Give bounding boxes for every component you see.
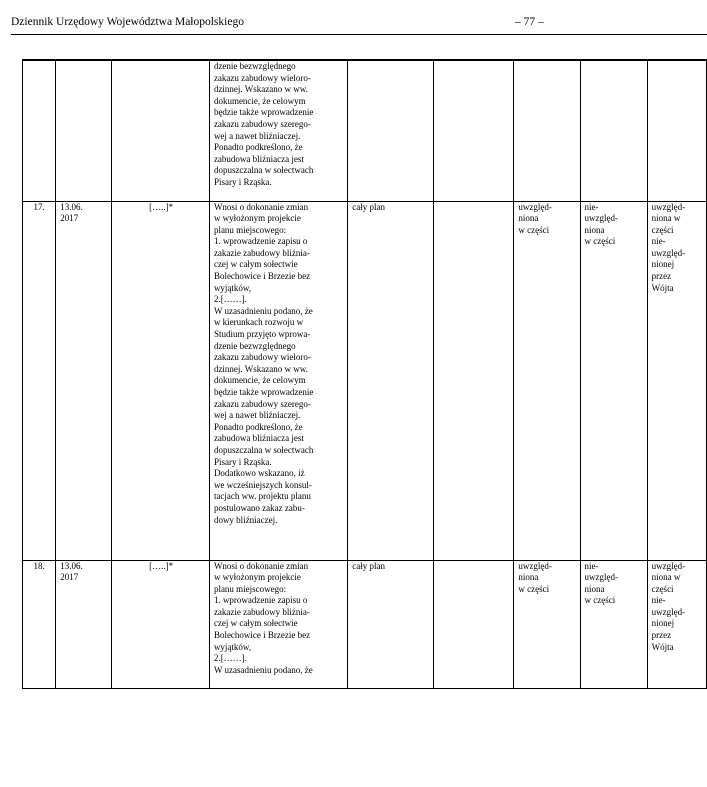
cell-col6 [434, 60, 514, 201]
cell-date [56, 60, 112, 201]
cell-applicant: […..]* [112, 201, 210, 560]
cell-area [348, 60, 434, 201]
table-row [23, 60, 707, 201]
cell-area: cały plan [348, 201, 434, 560]
remarks-table [22, 59, 707, 689]
cell-number [23, 60, 56, 201]
cell-col8: nie- uwzględ- niona w części [580, 560, 647, 688]
cell-col9 [647, 60, 706, 201]
cell-col8 [580, 60, 647, 201]
cell-applicant: […..]* [112, 560, 210, 688]
cell-col6 [434, 560, 514, 688]
cell-content: Wnosi o dokonanie zmian w wyłożonym projekcie planu miejscowego: 1. wprowadzenie zapisu o zakazie zabudowy bliźnia- czej w całym sołectwie Bolechowice i Brzezie bez wyjątków, 2.[……]. W uzasadnieniu podano, że [209, 560, 347, 688]
cell-col8: nie- uwzględ- niona w części [580, 201, 647, 560]
page-header [11, 14, 707, 30]
table-row [23, 560, 707, 688]
cell-applicant [112, 60, 210, 201]
cell-col7 [514, 60, 580, 201]
cell-col9: uwzględ- niona w części nie- uwzględ- nionej przez Wójta [647, 201, 706, 560]
cell-content: Wnosi o dokonanie zmian w wyłożonym projekcie planu miejscowego: 1. wprowadzenie zapisu o zakazie zabudowy bliźnia- czej w całym sołectwie Bolechowice i Brzezie bez wyjątków, 2.[……]. W uzasadnieniu podano, że w kierunkach rozwoju w Studium przyjęto wprowa- dzenie bezwzględnego zakazu zabudowy wieloro- dzinnej. Wskazano w ww. dokumencie, że celowym będzie także wprowadzenie zakazu zabudowy szerego- wej a nawet bliźniaczej. Ponadto podkreślono, że zabudowa bliźniacza jest dopuszczalna w sołectwach Pisary i Rząska. Dodatkowo wskazano, iż we wcześniejszych konsul- tacjach ww. projektu planu postulowano zakaz zabu- dowy bliźniaczej. [209, 201, 347, 560]
header-rule [11, 34, 707, 35]
journal-title: Dziennik Urzędowy Województwa Małopolskiego [11, 16, 244, 28]
cell-number: 18. [23, 560, 56, 688]
cell-col7: uwzględ- niona w części [514, 560, 580, 688]
cell-content: dzenie bezwzględnego zakazu zabudowy wieloro- dzinnej. Wskazano w ww. dokumencie, że celowym będzie także wprowadzenie zakazu zabudowy szerego- wej a nawet bliźniaczej. Ponadto podkreślono, że zabudowa bliźniacza jest dopuszczalna w sołectwach Pisary i Rząska. [209, 60, 347, 201]
table-row [23, 201, 707, 560]
cell-col6 [434, 201, 514, 560]
page-number: – 77 – [515, 16, 544, 28]
cell-col7: uwzględ- niona w części [514, 201, 580, 560]
cell-col9: uwzględ- niona w części nie- uwzględ- nionej przez Wójta [647, 560, 706, 688]
cell-area: cały plan [348, 560, 434, 688]
cell-date: 13.06. 2017 [56, 560, 112, 688]
cell-date: 13.06. 2017 [56, 201, 112, 560]
cell-number: 17. [23, 201, 56, 560]
